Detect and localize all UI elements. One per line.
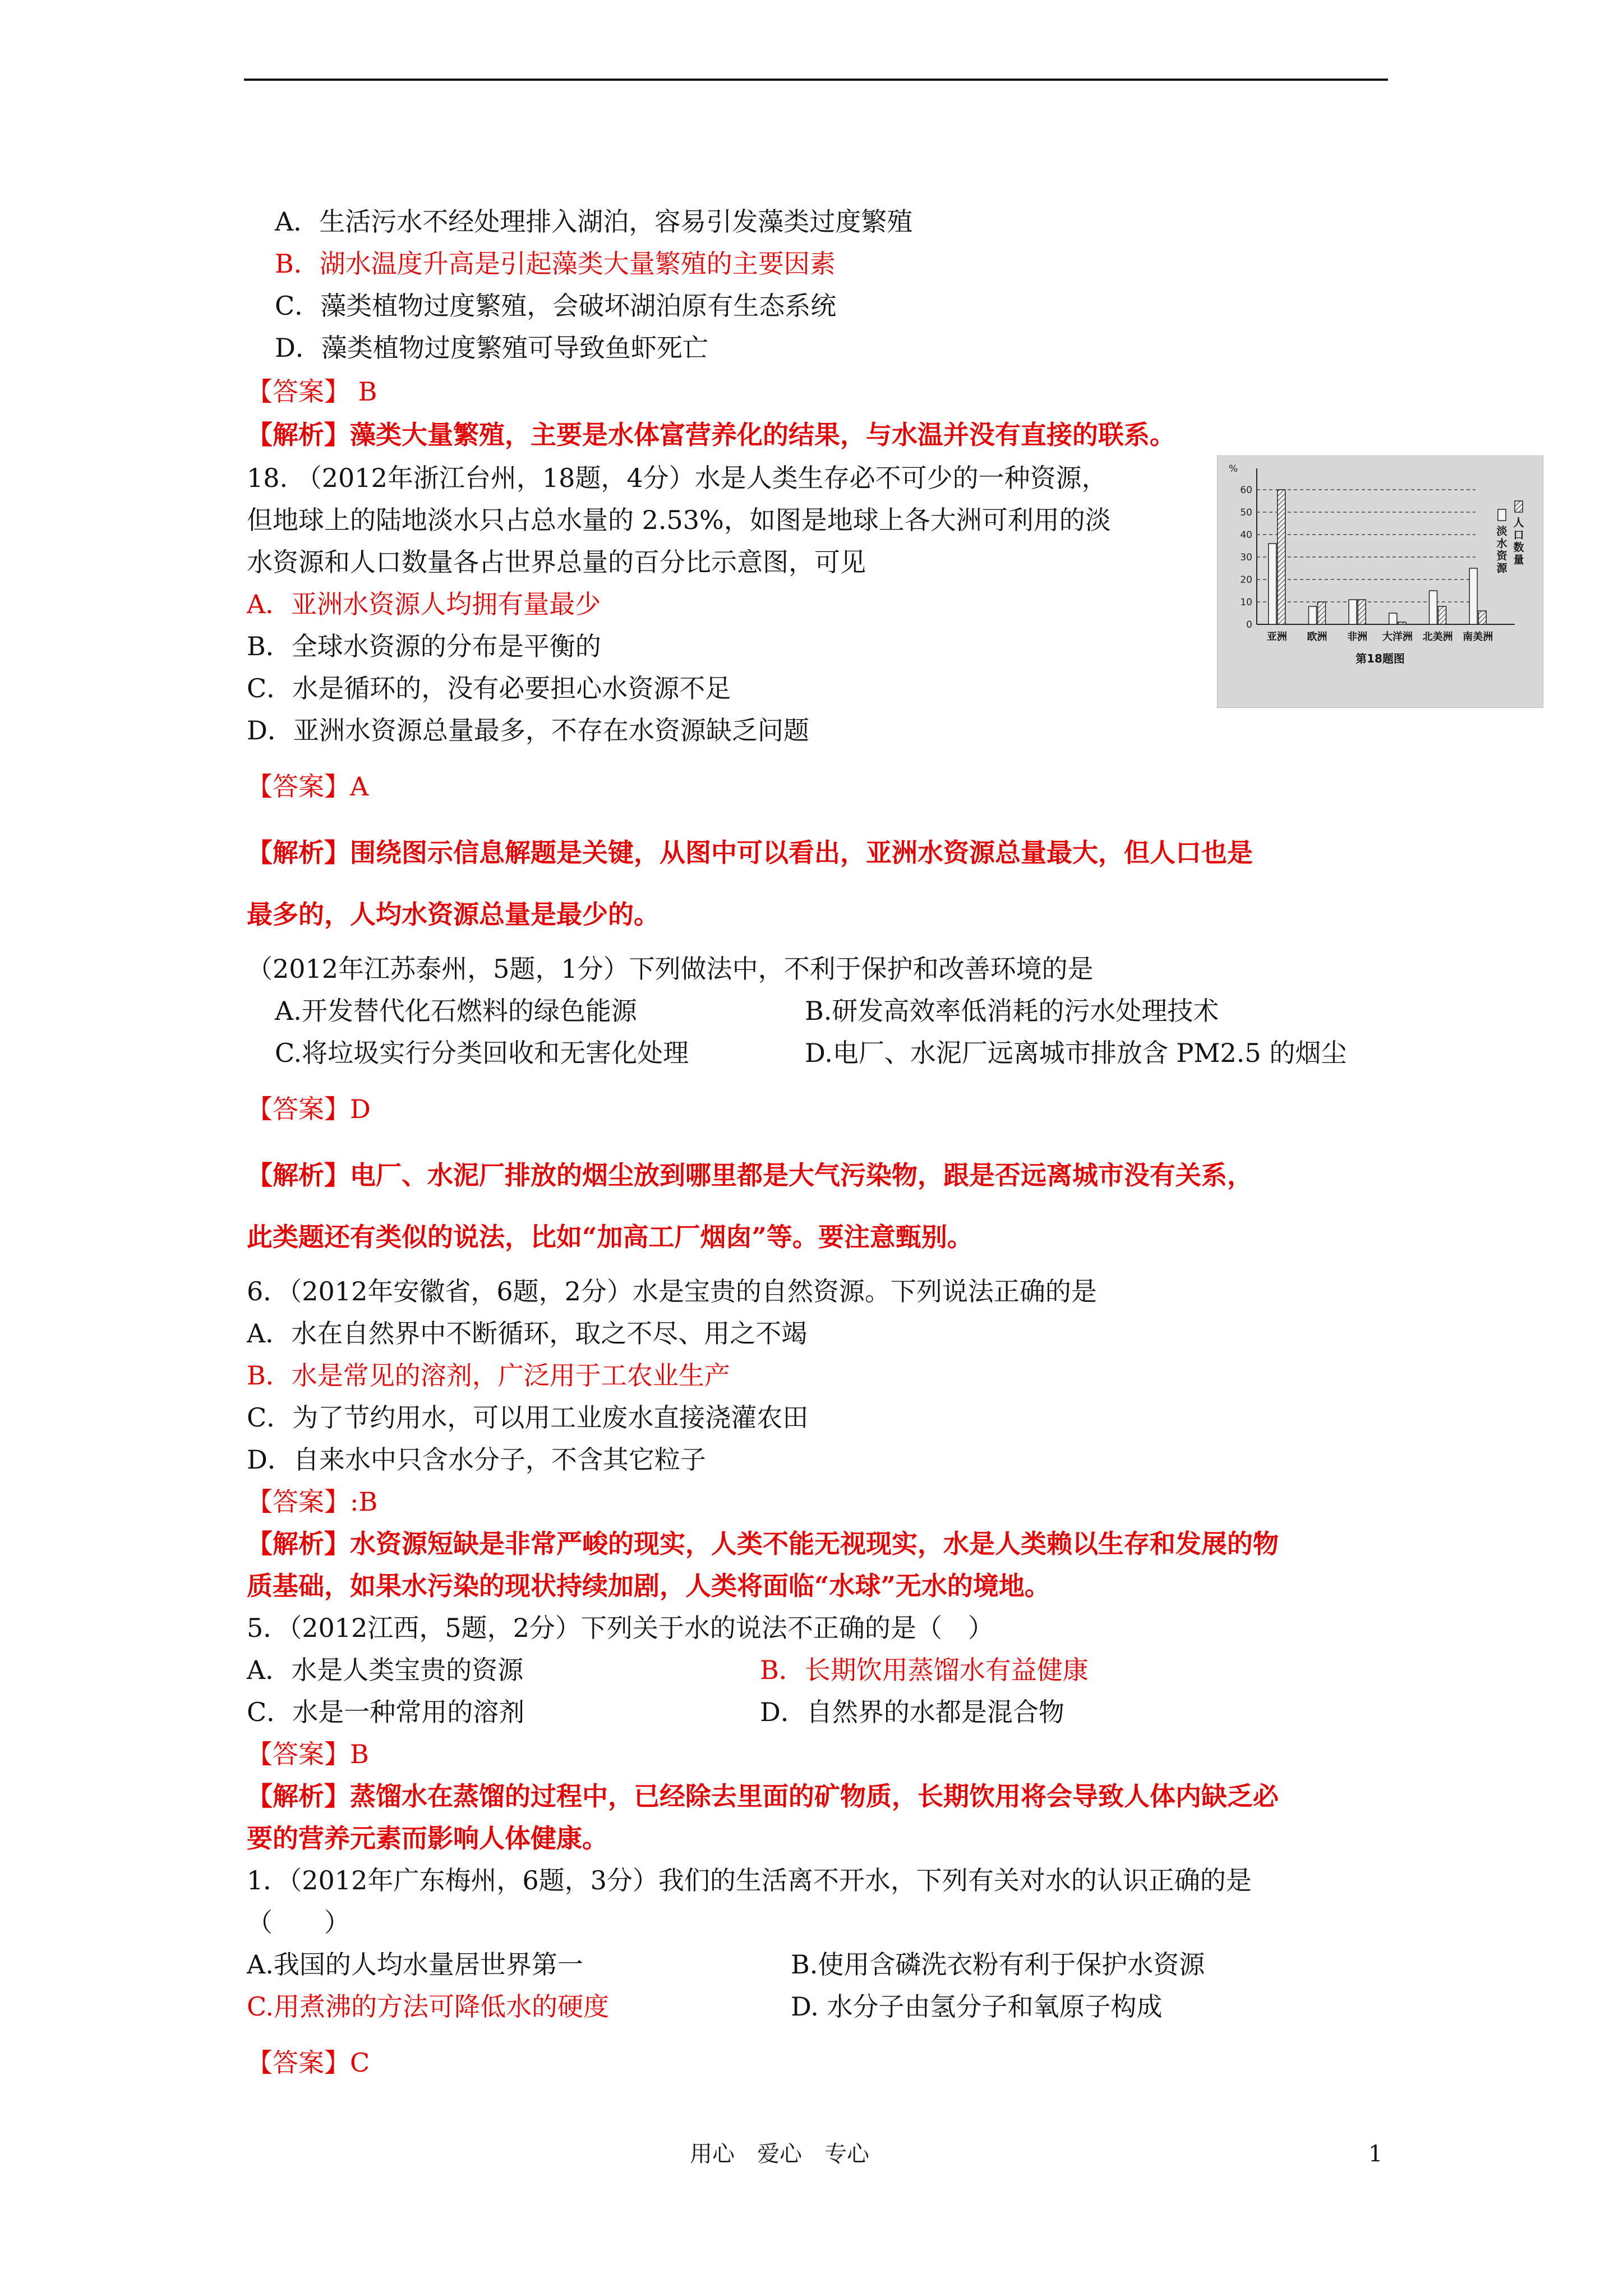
legend-label-population: 口 [1513,529,1524,541]
text-line: D.电厂、水泥厂远离城市排放含 PM2.5 的烟尘 [805,1038,1347,1068]
text-line: 18. （2012年浙江台州，18题，4分）水是人类生存必不可少的一种资源， [247,463,1108,493]
text-line: （2012年江苏泰州，5题，1分）下列做法中，不利于保护和改善环境的是 [247,954,1094,984]
text-line: D．藻类植物过度繁殖可导致鱼虾死亡 [275,333,708,363]
y-tick-label: 30 [1240,552,1252,563]
text-line: 【答案】D [247,1094,371,1124]
y-unit-label: % [1229,463,1238,475]
bar-fresh-water [1349,600,1357,624]
text-line: B.研发高效率低消耗的污水处理技术 [805,996,1219,1026]
bar-population [1398,622,1406,624]
x-tick-label: 欧洲 [1307,631,1327,643]
x-tick-label: 大洋洲 [1382,631,1413,643]
text-line: 【解析】围绕图示信息解题是关键，从图中可以看出，亚洲水资源总量最大，但人口也是 [247,838,1253,868]
text-line: （ ） [247,1907,350,1938]
legend-label-population: 数 [1513,541,1524,554]
figure-caption: 第18题图 [1355,652,1405,665]
legend-label-fresh-water: 资 [1496,550,1507,562]
text-line: B．湖水温度升高是引起藻类大量繁殖的主要因素 [275,249,836,279]
text-line: C.用煮沸的方法可降低水的硬度 [247,1991,610,2022]
text-line: A.开发替代化石燃料的绿色能源 [275,996,637,1026]
water-population-chart [1218,456,1543,707]
bar-fresh-water [1430,591,1437,624]
text-line: 6．（2012年安徽省，6题，2分）水是宝贵的自然资源。下列说法正确的是 [247,1276,1097,1306]
bar-population [1358,600,1366,624]
x-tick-label: 非洲 [1347,631,1368,643]
y-tick-label: 60 [1240,485,1252,496]
bar-population [1438,606,1446,624]
text-line: A．生活污水不经处理排入湖泊，容易引发藻类过度繁殖 [275,206,913,237]
bar-fresh-water [1269,544,1276,624]
text-line: 【答案】C [247,2047,370,2078]
x-tick-label: 北美洲 [1422,631,1453,643]
text-line: 此类题还有类似的说法，比如“加高工厂烟囱”等。要注意甄别。 [247,1222,973,1252]
text-line: A．水在自然界中不断循环，取之不尽、用之不竭 [247,1318,808,1349]
text-line: A．亚洲水资源人均拥有量最少 [247,589,601,619]
x-tick-label: 南美洲 [1463,631,1493,643]
text-line: 【答案】:B [247,1487,378,1517]
text-line: 要的营养元素而影响人体健康。 [247,1823,608,1853]
legend-label-population: 人 [1513,517,1524,529]
y-tick-label: 20 [1240,574,1252,586]
text-line: 【答案】A [247,771,369,802]
text-line: 1．（2012年广东梅州，6题，3分）我们的生活离不开水，下列有关对水的认识正确的是 [247,1865,1252,1895]
text-line: 【答案】B [247,1739,369,1769]
text-line: C．为了节约用水，可以用工业废水直接浇灌农田 [247,1402,809,1433]
text-line: 最多的，人均水资源总量是最少的。 [247,899,660,930]
legend-label-fresh-water: 水 [1496,537,1507,550]
text-line: 【解析】水资源短缺是非常严峻的现实，人类不能无视现实，水是人类赖以生存和发展的物 [247,1529,1279,1559]
x-tick-label: 亚洲 [1266,631,1287,643]
bar-population [1318,602,1326,624]
text-line: 质基础，如果水污染的现状持续加剧，人类将面临“水球”无水的境地。 [247,1571,1050,1601]
text-line: A.我国的人均水量居世界第一 [247,1949,583,1980]
text-line: C.将垃圾实行分类回收和无害化处理 [275,1038,689,1068]
bar-fresh-water [1469,568,1477,624]
y-tick-label: 50 [1240,507,1252,518]
text-line: B.使用含磷洗衣粉有利于保护水资源 [791,1949,1205,1980]
text-line: D．亚洲水资源总量最多，不存在水资源缺乏问题 [247,715,809,746]
text-line: C．藻类植物过度繁殖，会破坏湖泊原有生态系统 [275,291,837,321]
text-line: D．自然界的水都是混合物 [760,1697,1064,1727]
legend-swatch-population [1515,501,1523,512]
text-line: 5．（2012江西，5题，2分）下列关于水的说法不正确的是（ ） [247,1613,994,1643]
text-line: 【解析】电厂、水泥厂排放的烟尘放到哪里都是大气污染物，跟是否远离城市没有关系， [247,1160,1253,1190]
footer-motto: 用心 爱心 专心 [690,2141,869,2167]
text-line: 但地球上的陆地淡水只占总水量的 2.53%，如图是地球上各大洲可利用的淡 [247,505,1111,535]
y-tick-label: 40 [1240,530,1252,541]
text-line: C．水是一种常用的溶剂 [247,1697,525,1727]
text-line: A．水是人类宝贵的资源 [247,1655,524,1685]
legend-swatch-fresh-water [1498,509,1506,521]
legend-label-fresh-water: 源 [1496,562,1507,574]
text-line: C．水是循环的，没有必要担心水资源不足 [247,673,731,703]
text-line: B．水是常见的溶剂，广泛用于工农业生产 [247,1360,730,1391]
text-line: 【解析】蒸馏水在蒸馏的过程中，已经除去里面的矿物质，长期饮用将会导致人体内缺乏必 [247,1781,1279,1811]
y-tick-label: 10 [1240,597,1252,608]
header-rule [244,79,1388,81]
page-number: 1 [1368,2141,1383,2167]
text-line: D. 水分子由氢分子和氧原子构成 [791,1991,1163,2022]
text-line: 【答案】 B [247,376,377,407]
bar-population [1478,611,1486,624]
figure-18 [1217,455,1543,708]
bar-fresh-water [1389,613,1397,624]
text-line: B．长期饮用蒸馏水有益健康 [760,1655,1089,1685]
text-line: 【解析】藻类大量繁殖，主要是水体富营养化的结果，与水温并没有直接的联系。 [247,420,1175,450]
bar-population [1278,490,1285,624]
text-line: 水资源和人口数量各占世界总量的百分比示意图，可见 [247,547,866,577]
legend-label-population: 量 [1513,554,1524,566]
bar-fresh-water [1309,606,1317,624]
text-line: B．全球水资源的分布是平衡的 [247,631,601,661]
text-line: D．自来水中只含水分子，不含其它粒子 [247,1444,706,1475]
legend-label-fresh-water: 淡 [1496,525,1507,537]
y-tick-label: 0 [1246,619,1252,631]
